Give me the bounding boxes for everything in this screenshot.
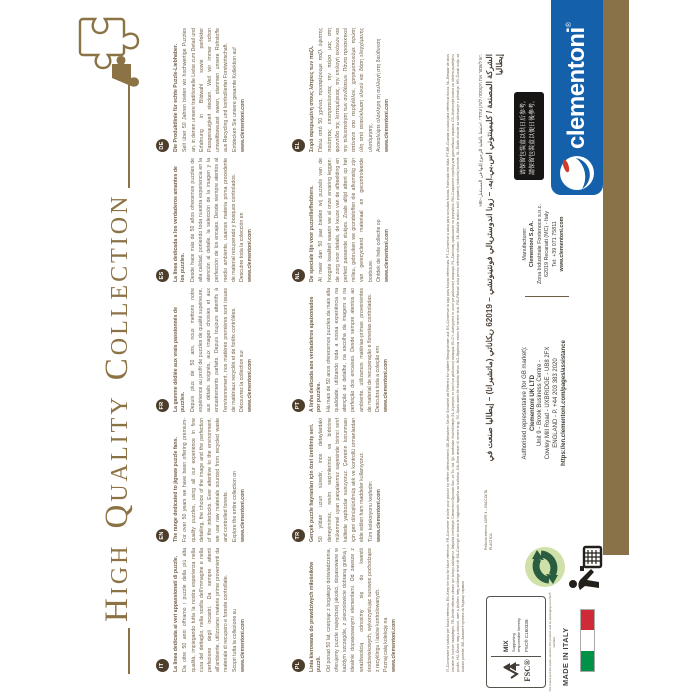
lang-cta: Ανακαλύψτε ολόκληρη τη συλλογή στη διεύθυνση (375, 38, 382, 152)
lang-url: www.clementoni.com (391, 619, 398, 672)
lang-body: Depuis plus de 50 ans, nous mettons notre expérience au profit de puzzles de qualité supérieure, aux détails soignés, aux images choisies et aux encastrements parfaits. Depuis toujours attentifs à l'environnement, nos matières premières sont issues de matériaux recyclés et de forêts contrôlées. (189, 288, 237, 412)
lang-tag-pt: PT (292, 399, 305, 412)
lang-cta: Ontdek de hele collectie op (375, 219, 382, 282)
manufacturer-block: Manufacturer: Clementoni S.p.A. Zona Industriale Fontenoce s.n.c. 62019 Recanati (MC) - Italy Tel: +39 071 75811 www.clementoni.com (522, 204, 566, 285)
lang-body: For over 50 years we have been offering premium-quality puzzles, using all our experience in fine detailing, the choice of the image and the perfection of the interlocks. Ever attentive to the environment, we use raw materials sourced from recycled waste and controlled forests. (182, 418, 230, 542)
lang-heading: La línea dedicada a los verdaderos amantes de los puzzles. (173, 166, 187, 282)
lang-tag-pl: PL (292, 659, 305, 672)
lang-cta: Poznaj całą kolekcję na (383, 617, 390, 672)
lang-cta: Descubre toda la colección en (239, 212, 246, 282)
lang-url: www.clementoni.com (239, 489, 246, 542)
lang-tag-tr: TR (292, 529, 305, 542)
made-in-italy-label: MADE IN ITALY (561, 627, 570, 686)
lang-cta: Tüm koleksiyonu keşfedin: (367, 480, 374, 542)
lang-block-tr (292, 418, 383, 542)
lang-block-el (292, 28, 391, 152)
title-word: H (99, 595, 135, 622)
disposal-notice-text: IT–Conservare la scatola per futura referenza. EN–Keep the box for future reference. FR–Conserver la boîte pour pouvoir s'y référer ultérieurement. DE–Bewahren Sie die Schachtel als Referenz für spätere Bezugnahmen auf. ES–Conservar la caja para futuras referencias. PT–Conservar a caixa para consultas futuras. Fabricado em Itália. PT-BR–Guardar a caixa para referência futura. NL–Bewaar de doos om later te kunnen raadplegen. TR–İleride referans olması için kutuyu saklayınız. İtalya'da üretilmiştir. Clementoni Oyuncak San. ve Tic. Ltd. Şti. tarafından ithal edilmiştir. EL–Κρατήστε το κουτί για μελλοντική αναφορά. EL-CY–Διατηρήστε το κουτί για μελλοντική αναφορά. PL–Zachowaj opakowanie na przyszłość. RU–Сохраните коробку для дальнейших справок. CS–Uschovejte krabici za účelem pozdějšího použití. HU–Őrizze meg a dobozt, mert a jövőben még szüksége lehet rá! GA–Coinnigh an bosca le haghaidh tagartha sa todhchaí. DA–Gem æsken til senere brug. SV–Spara asken för framtida behov. NO–Oppbevar esken for senere bruk. RO–Păstrați cutia pentru referințe viitoare. SK–Odložte krabicu kvôli prípadnej neskoršej kontrole. SL–Škatlo shranite za sklicevanje v prihodnje. HR–Čuvati kutiju za buduće potrebe. BG–Запазете кутията за бъдещи справки. (446, 54, 466, 672)
lang-tag-nl: NL (292, 269, 305, 282)
lang-heading: De speciale lijn voor puzzelliefhebbers. (309, 185, 315, 282)
lang-body: Seit über 50 Jahren bieten wir hochwertige Puzzles an, in denen unsere traditionelle Liebe zum Detail und Erfahrung in Bildwahl sowie perfekter Passgenauigkeit stecken. Weil wir immer schon umweltbewusst waren, stammen unsere Rohstoffe aus Recycling und kontrollierter Forstwirtschaft. (182, 27, 230, 152)
page-title: HIGH QUALITY COLLECTION (99, 193, 135, 622)
lang-cta: Découvrez la collection sur (239, 350, 246, 412)
registered-mark: ® (565, 22, 573, 28)
lang-tag-es: ES (156, 269, 169, 282)
lang-block-de (156, 28, 247, 152)
lang-block-nl (292, 158, 391, 282)
lang-heading: La linea dedicata ai veri appassionati di puzzle. (173, 555, 179, 672)
chinese-notice-box: 请保留包装盒以供日后参考。 請保留包裝盒以便日後參考。 (514, 92, 544, 180)
lang-tag-en: EN (156, 529, 169, 542)
lang-tag-fr: FR (156, 399, 169, 412)
lang-url: www.clementoni.com (239, 99, 246, 152)
lang-heading: Linia kierowana do prawdziwych miłośników puzzli. (309, 561, 323, 672)
lang-url: www.clementoni.com (384, 229, 391, 282)
uk-representative-block: Authorised representative (for GB market): Clementoni UK LTD Unit 9 - Brook Business Centre - Cowley Mill Road - UXBRIDGE - UB8 2FX ENGLAND - P. +44 203 383 2020 https://en.clementoni.com/pages/assistance (522, 340, 567, 466)
lang-cta: Entdecken Sie unsere gesamte Kollektion auf (231, 47, 238, 152)
gold-stripe (603, 0, 629, 555)
clementoni-ball-icon (555, 151, 599, 195)
lang-url: www.clementoni.com (247, 229, 254, 282)
lang-url: www.clementoni.com (375, 489, 382, 542)
recycle-loop-icon (524, 546, 571, 588)
legal-divider (525, 296, 569, 297)
hebrew-arabic-notice: HE–יש לשמור את הקופסה לעיון עתידי. احتفظ بالعلبة للرجوع إليها في المستقبل. (478, 54, 483, 207)
lang-body: Há mais de 50 anos oferecemos puzzles da mais alta qualidade, utilizando toda a nossa experiência na atenção ao detalhe, na escolha da imagem e na perfeição dos encaixes. Desde sempre atentos ao ambiente, utilizamos matérias-primas provenientes de material de recuperação e florestas controladas. (325, 288, 373, 412)
lang-heading: The range dedicated to jigsaw puzzle fans. (173, 437, 179, 542)
lang-body: 50 yıldan uzun süredir, ince detaylardaki deneyimimiz, resim seçimlerimiz ve birbirine mükemmel uyan parçalarımız sayesinde birinci sınıf kalitede yapbozlar sunuyoruz. Çevrenin korunması için geri dönüştürülmüş atık ve kontrollü ormanlardan elde edilen ham maddeler kullanıyoruz. (318, 418, 366, 542)
lang-url: www.clementoni.com (383, 359, 390, 412)
lang-cta: Scopri tutta la collezione su (231, 608, 238, 672)
lang-block-fr (156, 288, 254, 412)
arabic-manufacturer-line: الشركة المصنعة / كليمينتوني اس.بي.ايه. – زونا اندوستريالي فونتينوتشي – 62019 ريكاناتي (ماتشيراتا) – إيطاليا صنعت في إيطاليا (485, 54, 504, 462)
title-lead-rule (128, 628, 130, 674)
puzzle-pieces-icon (76, 6, 145, 88)
lang-heading: La gamme dédiée aux vrais passionnés de puzzles. (173, 307, 187, 412)
lang-url: www.clementoni.com (247, 359, 254, 412)
lang-cta: Explore the entire collection on (231, 471, 238, 542)
lang-body: Al meer dan 50 jaar bieden wij puzzels van de hoogste kwaliteit waarin we al onze ervaring leggen: de zorg voor details, de keuze van de afbeelding en perfect passende stukjes. Zoals altijd attent op het milieu, gebruiken we grondstoffen die afkomstig zijn van gerecycleerd materiaal en gecontroleerde bosbouw. (318, 158, 374, 282)
lang-body: Desde hace más de 50 años ofrecemos puzzles de alta calidad, poniendo toda nuestra experiencia en la atención al detalle, la selección de la imagen y la perfección de los encajes. Desde siempre atentos al medio ambiente, usamos materia prima procedente de material recuperado y bosques controlados. (189, 158, 237, 282)
brand-wordmark: clementoni (563, 27, 590, 149)
clementoni-logo (551, 0, 603, 195)
lang-tag-el: EL (292, 139, 305, 152)
lang-tag-it: IT (156, 659, 169, 672)
title-trail-rule (128, 76, 130, 188)
lang-block-it (156, 548, 247, 672)
lang-body: Da oltre 50 anni offriamo i puzzle della più alta qualità, impiegando tutta la nostra esperienza nella cura del dettaglio, nella scelta dell'immagine e nella perfezione degli incastri. Da sempre attenti all'ambiente, utilizziamo materie prime provenienti da materiale di recupero e foreste controllate. (182, 548, 230, 672)
lang-block-es (156, 158, 254, 282)
fsc-mix-label: FSC® MIX Supporting responsible forestry FSC® C160338 (486, 596, 546, 688)
lang-cta: Descubra toda a coleção em (375, 345, 382, 412)
lang-block-en (156, 418, 247, 542)
lang-heading: Gerçek puzzle hayranları için özel üretilmiş seri. (309, 423, 315, 542)
tidyman-icon (568, 544, 613, 594)
lang-heading: Die Produktlinie für echte Puzzle-Liebhaber. (173, 43, 179, 152)
italian-flag-icon (580, 609, 595, 672)
plastic-film-recycling-label: Pellicola esterna: LDPE 4 – RACCOLTA PLASTICA. (484, 490, 493, 550)
lang-tag-de: DE (156, 139, 169, 152)
lang-url: www.clementoni.com (239, 619, 246, 672)
fsc-tree-icon (500, 662, 520, 680)
fsc-certification-note: The board and the paper used for this product and its packaging are FSC® certified. (548, 592, 556, 692)
lang-url: www.clementoni.com (384, 99, 391, 152)
lang-body: Πάνω από 50 χρόνια, προσφέρουμε παζλ ύψιστης ποιότητας επιστρατεύοντας την πείρα μας στη φροντίδα της λεπτομέρειας, την επιλογή εικόνων και την τελειοποίηση των συνδέσεων. Πάντα προσεκτικοί απέναντι στο περιβάλλον, χρησιμοποιούμε πρώτη ύλη από ανακύκλωση υλικού και δάση ελεγχόμενης υλοτόμησης. (318, 28, 374, 152)
lang-block-pt (292, 288, 390, 412)
lang-heading: A linha dedicada aos verdadeiros apaixonados por puzzles. (309, 296, 323, 412)
lang-block-pl (292, 548, 399, 672)
lang-heading: Σειρά αφιερωμένη στους λάτρεις των παζλ. (309, 45, 315, 152)
lang-body: Od ponad 50 lat, czerpiąc z bogatego doświadczenia, oferujemy puzzle najwyższej jakości, dopasowane w każdym szczególe, z pieczołowicie dobraną grafiką i idealnie dopasowanymi elementami. Od zawsze z wrażliwością odnosimy się do kwestii środowiskowych, wykorzystując surowce pochodzące z recyklingu i lasów kontrolowanych. (325, 548, 382, 672)
